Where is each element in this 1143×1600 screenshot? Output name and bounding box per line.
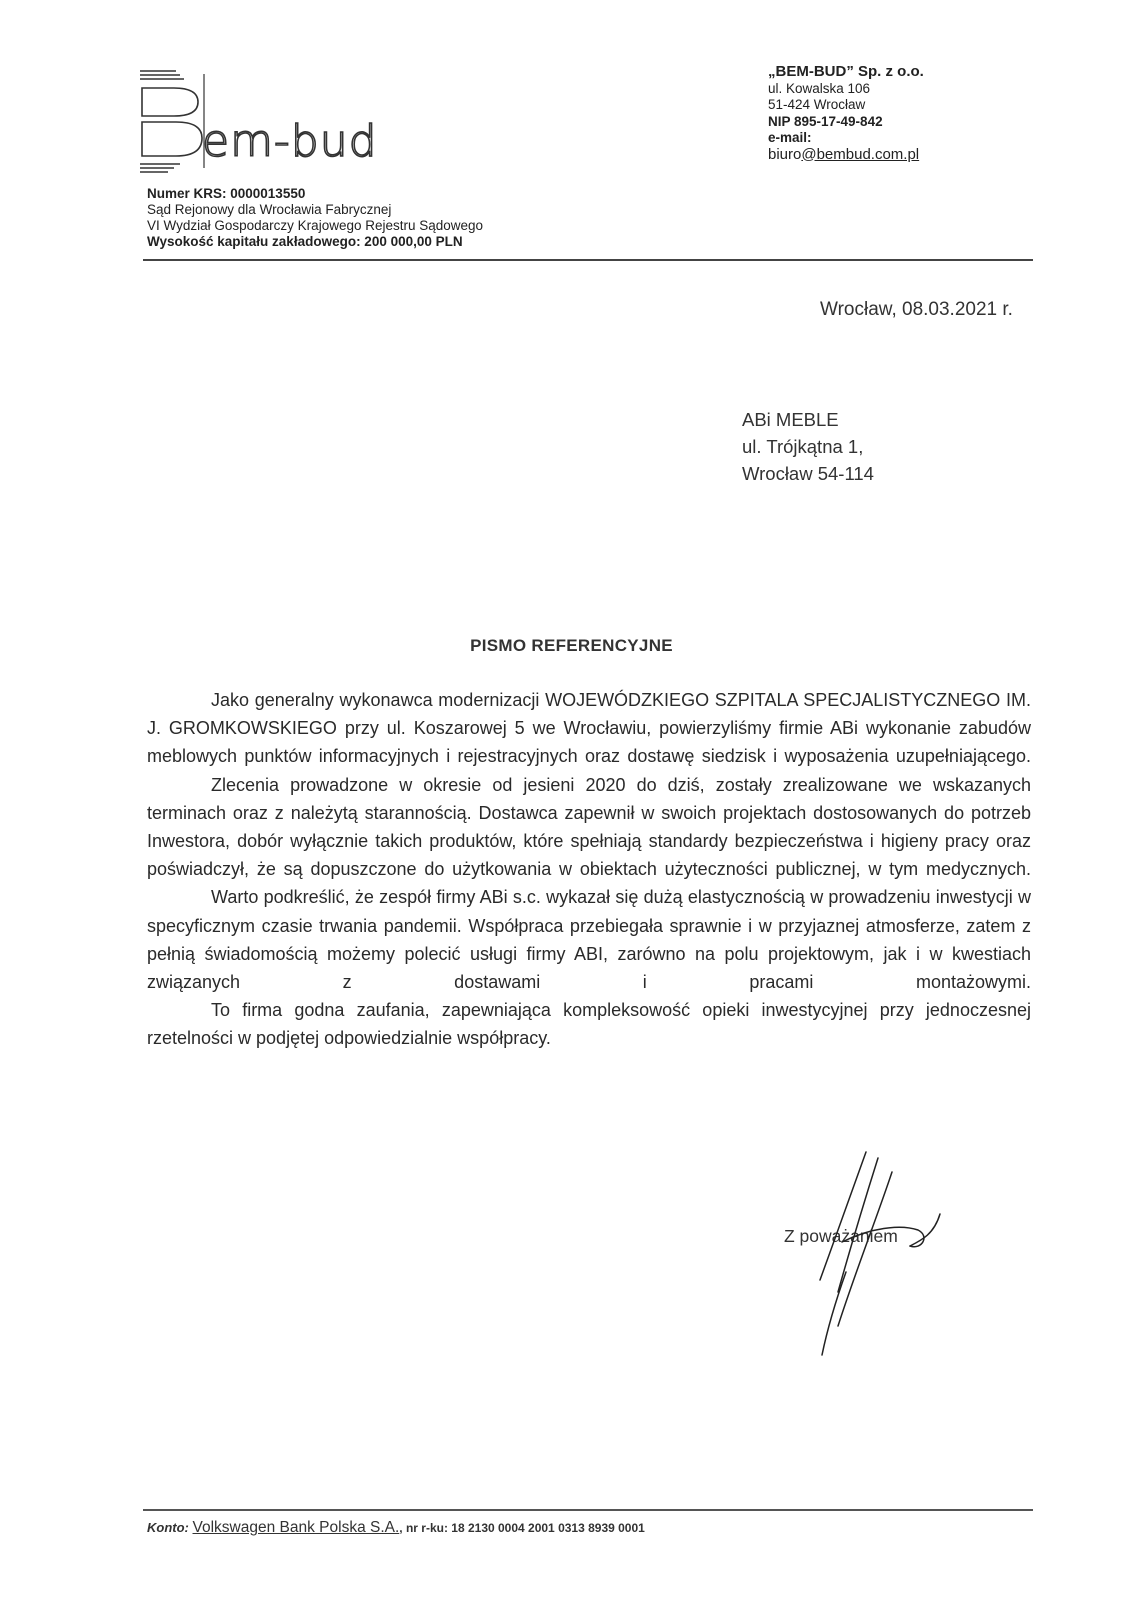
company-name: „BEM-BUD” Sp. z o.o. <box>768 63 924 80</box>
header-divider <box>143 259 1033 261</box>
recipient-street: ul. Trójkątna 1, <box>742 436 864 457</box>
account-label: Konto: <box>147 1520 189 1535</box>
body-paragraph: Warto podkreślić, że zespół firmy ABi s.c. wykazał się dużą elastycznością w prowadzeniu inwestycji w specyficznym czasie trwania pandemii. Współpraca przebiegała sprawnie i w przyjaznej atmosferze, zatem z pełnią świadomością możemy polecić usługi firmy ABI, zarówno na polu projektowym, jak i w kwestiach związanych z dostawami i pracami montażowymi. <box>147 887 1031 993</box>
company-logo <box>140 68 440 188</box>
logo-wordmark: em-bud <box>202 116 378 167</box>
body-paragraph: Jako generalny wykonawca modernizacji WOJEWÓDZKIEGO SZPITALA SPECJALISTYCZNEGO IM. J. GROMKOWSKIEGO przy ul. Koszarowej 5 we Wrocławiu, powierzyliśmy firmie ABi wykonanie zabudów meblowych punktów informacyjnych i rejestracyjnych oraz dostawę siedzisk i wyposażenia uzupełniającego. <box>147 690 1031 767</box>
company-street: ul. Kowalska 106 <box>768 80 871 96</box>
company-nip: NIP 895-17-49-842 <box>768 113 883 129</box>
recipient-address <box>742 406 874 487</box>
share-capital: Wysokość kapitału zakładowego: 200 000,00 PLN <box>147 234 463 249</box>
body-paragraph: To firma godna zaufania, zapewniająca kompleksowość opieki inwestycyjnej przy jednoczesnej rzetelności w podjętej odpowiedzialnie współpracy. <box>147 1000 1031 1049</box>
bank-name: Volkswagen Bank Polska S.A. <box>192 1519 400 1536</box>
email-link[interactable]: @bembud.com.pl <box>801 145 920 163</box>
court-division: VI Wydział Gospodarczy Krajowego Rejestru Sądowego <box>147 218 484 233</box>
company-registration <box>147 186 483 250</box>
letter-body <box>147 686 1031 1053</box>
recipient-city: Wrocław 54-114 <box>742 463 874 484</box>
body-paragraph: Zlecenia prowadzone w okresie od jesieni 2020 do dziś, zostały zrealizowane we wskazanych terminach oraz z należytą starannością. Dostawca zapewnił w swoich projektach dostosowanych do potrzeb Inwestora, dobór wyłącznie takich produktów, które spełniają standardy bezpieczeństwa i higieny pracy oraz poświadczył, że są dopuszczone do użytkowania w obiektach użyteczności publicznej, w tym medycznych. <box>147 774 1031 880</box>
account-number: , nr r-ku: 18 2130 0004 2001 0313 8939 0001 <box>399 1521 645 1535</box>
court-name: Sąd Rejonowy dla Wrocławia Fabrycznej <box>147 202 392 217</box>
email-prefix: biuro <box>768 145 802 163</box>
footer-divider <box>143 1509 1033 1511</box>
company-city: 51-424 Wrocław <box>768 97 866 112</box>
recipient-name: ABi MEBLE <box>742 409 839 430</box>
company-contact <box>768 64 924 163</box>
krs-number: Numer KRS: 0000013550 <box>147 186 306 201</box>
handwritten-signature-icon <box>780 1150 980 1360</box>
email-label: e-mail: <box>768 130 812 145</box>
bank-account-footer <box>147 1519 645 1537</box>
letter-subject: PISMO REFERENCYJNE <box>470 636 673 655</box>
closing-phrase: Z poważaniem <box>784 1226 898 1246</box>
company-email <box>768 147 924 164</box>
letter-date: Wrocław, 08.03.2021 r. <box>820 299 1013 320</box>
